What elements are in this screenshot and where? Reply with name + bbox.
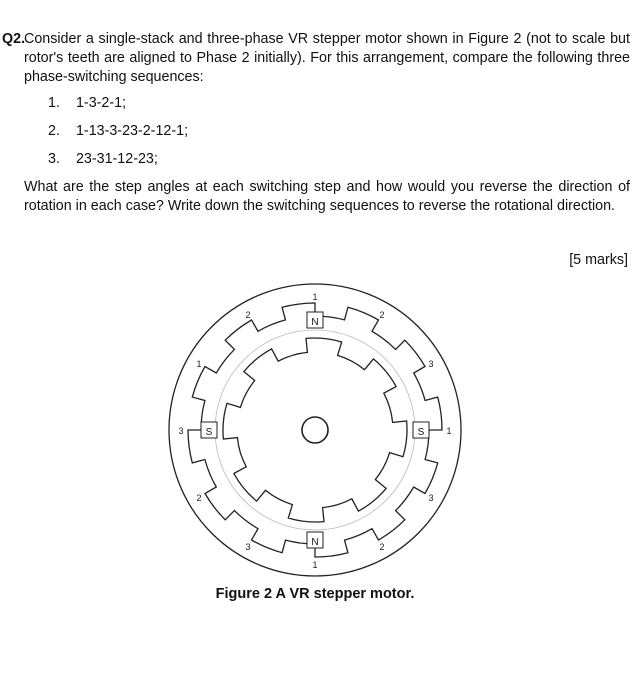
pole-label: S xyxy=(417,427,425,438)
list-item xyxy=(48,150,188,178)
figure-caption: Figure 2 A VR stepper motor. xyxy=(215,586,415,602)
shaft-circle xyxy=(302,417,328,443)
list-index: 2. xyxy=(48,123,60,139)
phase-label: 3 xyxy=(245,542,251,552)
phase-label: 3 xyxy=(178,426,184,436)
sequence-text: 1-13-3-23-2-12-1; xyxy=(75,123,189,139)
list-index: 1. xyxy=(48,95,60,111)
phase-label: 3 xyxy=(428,359,434,369)
stepper-motor-figure xyxy=(160,275,470,585)
stator-poles xyxy=(188,303,442,557)
sequence-text: 1-3-2-1; xyxy=(75,95,127,111)
question-prompt: What are the step angles at each switching step and how would you reverse the direction of rotation in each case? Write down the switching sequences to reverse the rotational direction. xyxy=(24,179,630,214)
phase-label: 1 xyxy=(312,292,318,302)
phase-label: 3 xyxy=(428,493,434,503)
sequence-text: 23-31-12-23; xyxy=(75,151,158,167)
sequence-list xyxy=(48,94,188,178)
pole-label: S xyxy=(205,427,213,438)
list-item xyxy=(48,94,188,122)
phase-label: 1 xyxy=(196,359,202,369)
phase-label: 2 xyxy=(196,493,202,503)
question-header xyxy=(2,30,630,87)
phase-label: 2 xyxy=(379,310,385,320)
phase-label: 1 xyxy=(312,560,318,570)
list-index: 3. xyxy=(48,151,60,167)
stepper-motor-diagram xyxy=(160,275,470,585)
pole-label: N xyxy=(311,317,319,328)
gap-circle xyxy=(215,330,415,530)
phase-label: 1 xyxy=(446,426,452,436)
phase-label: 2 xyxy=(379,542,385,552)
phase-label: 2 xyxy=(245,310,251,320)
rotor-teeth xyxy=(223,338,407,522)
marks-label: [5 marks] xyxy=(569,252,628,268)
pole-label: N xyxy=(311,537,319,548)
question-intro: Consider a single-stack and three-phase VR stepper motor shown in Figure 2 (not to scale but rotor's teeth are aligned to Phase 2 initially). For this arrangement, compare the following three phase-switching sequences: xyxy=(24,31,630,85)
list-item xyxy=(48,122,188,150)
question-number: Q2. xyxy=(2,31,26,47)
